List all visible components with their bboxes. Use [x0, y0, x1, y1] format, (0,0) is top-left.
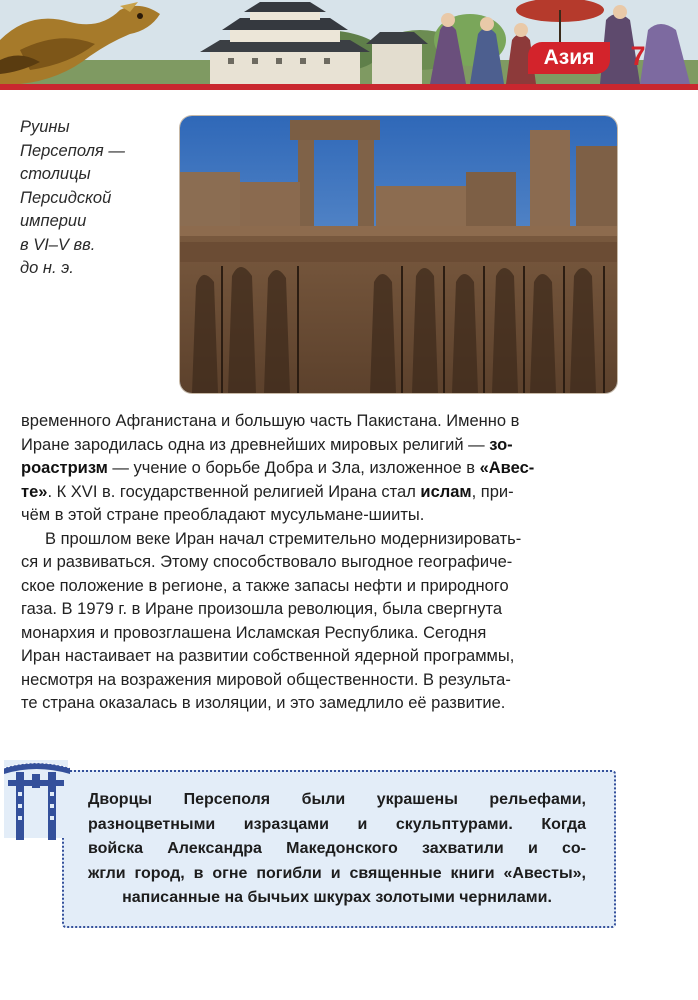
fact-line: войска Александра Македонского захватили и со- [88, 840, 586, 857]
fact-line: Дворцы Персеполя были украшены рельефами, [88, 791, 586, 808]
fact-line: написанные на бычьих шкурах золотыми чернилами. [122, 889, 552, 906]
caption-line: в VI–V вв. [20, 235, 96, 254]
paragraph-line [21, 457, 616, 481]
paragraph-line: ское положение в регионе, а также запасы нефти и природного [21, 576, 509, 595]
paragraph-line: В прошлом веке Иран начал стремительно модернизировать- [45, 529, 522, 548]
caption-line: Персеполя — [20, 141, 125, 160]
fact-line: разноцветными изразцами и скульптурами. Когда [88, 815, 586, 833]
text-run: временного Афганистана и большую часть Пакистана. Именно в [21, 412, 520, 430]
article-body [21, 410, 616, 716]
page-number: 7 [630, 41, 646, 71]
paragraph-line: те страна оказалась в изоляции, и это замедлило её развитие. [21, 694, 506, 712]
torii-gate-icon [2, 752, 72, 844]
persepolis-ruins-image [180, 116, 617, 393]
fact-line: жгли город, в огне погибли и священные книги «Авесты», [88, 864, 586, 882]
paragraph-line: Иран настаивает на развитии собственной ядерной программы, [21, 647, 515, 665]
banner-divider [0, 84, 698, 90]
text-run: , при- [471, 482, 514, 501]
paragraph-line: чём в этой стране преобладают мусульмане-шииты. [21, 506, 425, 524]
caption-line: до н. э. [20, 259, 74, 277]
section-label: Азия [528, 42, 610, 74]
paragraph-line [21, 481, 616, 505]
term-avesta: «Авес- [479, 459, 535, 477]
text-run: . К XVI в. государственной религией Ирана стал [47, 482, 416, 501]
paragraph-line: ся и развиваться. Этому способствовало выгодное географиче- [21, 553, 513, 571]
persepolis-ruins-photo [180, 116, 617, 393]
caption-line: Персидской [20, 188, 112, 207]
term-zoroastrism: роастризм [21, 459, 108, 477]
caption-line: империи [20, 212, 87, 230]
term-islam: ислам [420, 482, 472, 501]
term-zoroastrism: зо- [489, 435, 513, 454]
paragraph-line: несмотря на возражения мировой общественности. В результа- [21, 670, 511, 689]
photo-caption [20, 116, 170, 281]
caption-line: столицы [20, 165, 91, 183]
paragraph-line [21, 410, 616, 434]
paragraph-line: газа. В 1979 г. в Иране произошла революция, была свергнута [21, 600, 503, 618]
term-avesta: те» [21, 482, 48, 501]
paragraph-line: монархия и провозглашена Исламская Республика. Сегодня [21, 623, 487, 642]
paragraph-line [21, 434, 616, 458]
caption-line: Руины [20, 118, 70, 136]
text-run: — учение о борьбе Добра и Зла, изложенное в [112, 459, 475, 477]
fact-box-text [88, 788, 586, 911]
text-run: Иране зародилась одна из древнейших мировых религий — [21, 435, 485, 454]
